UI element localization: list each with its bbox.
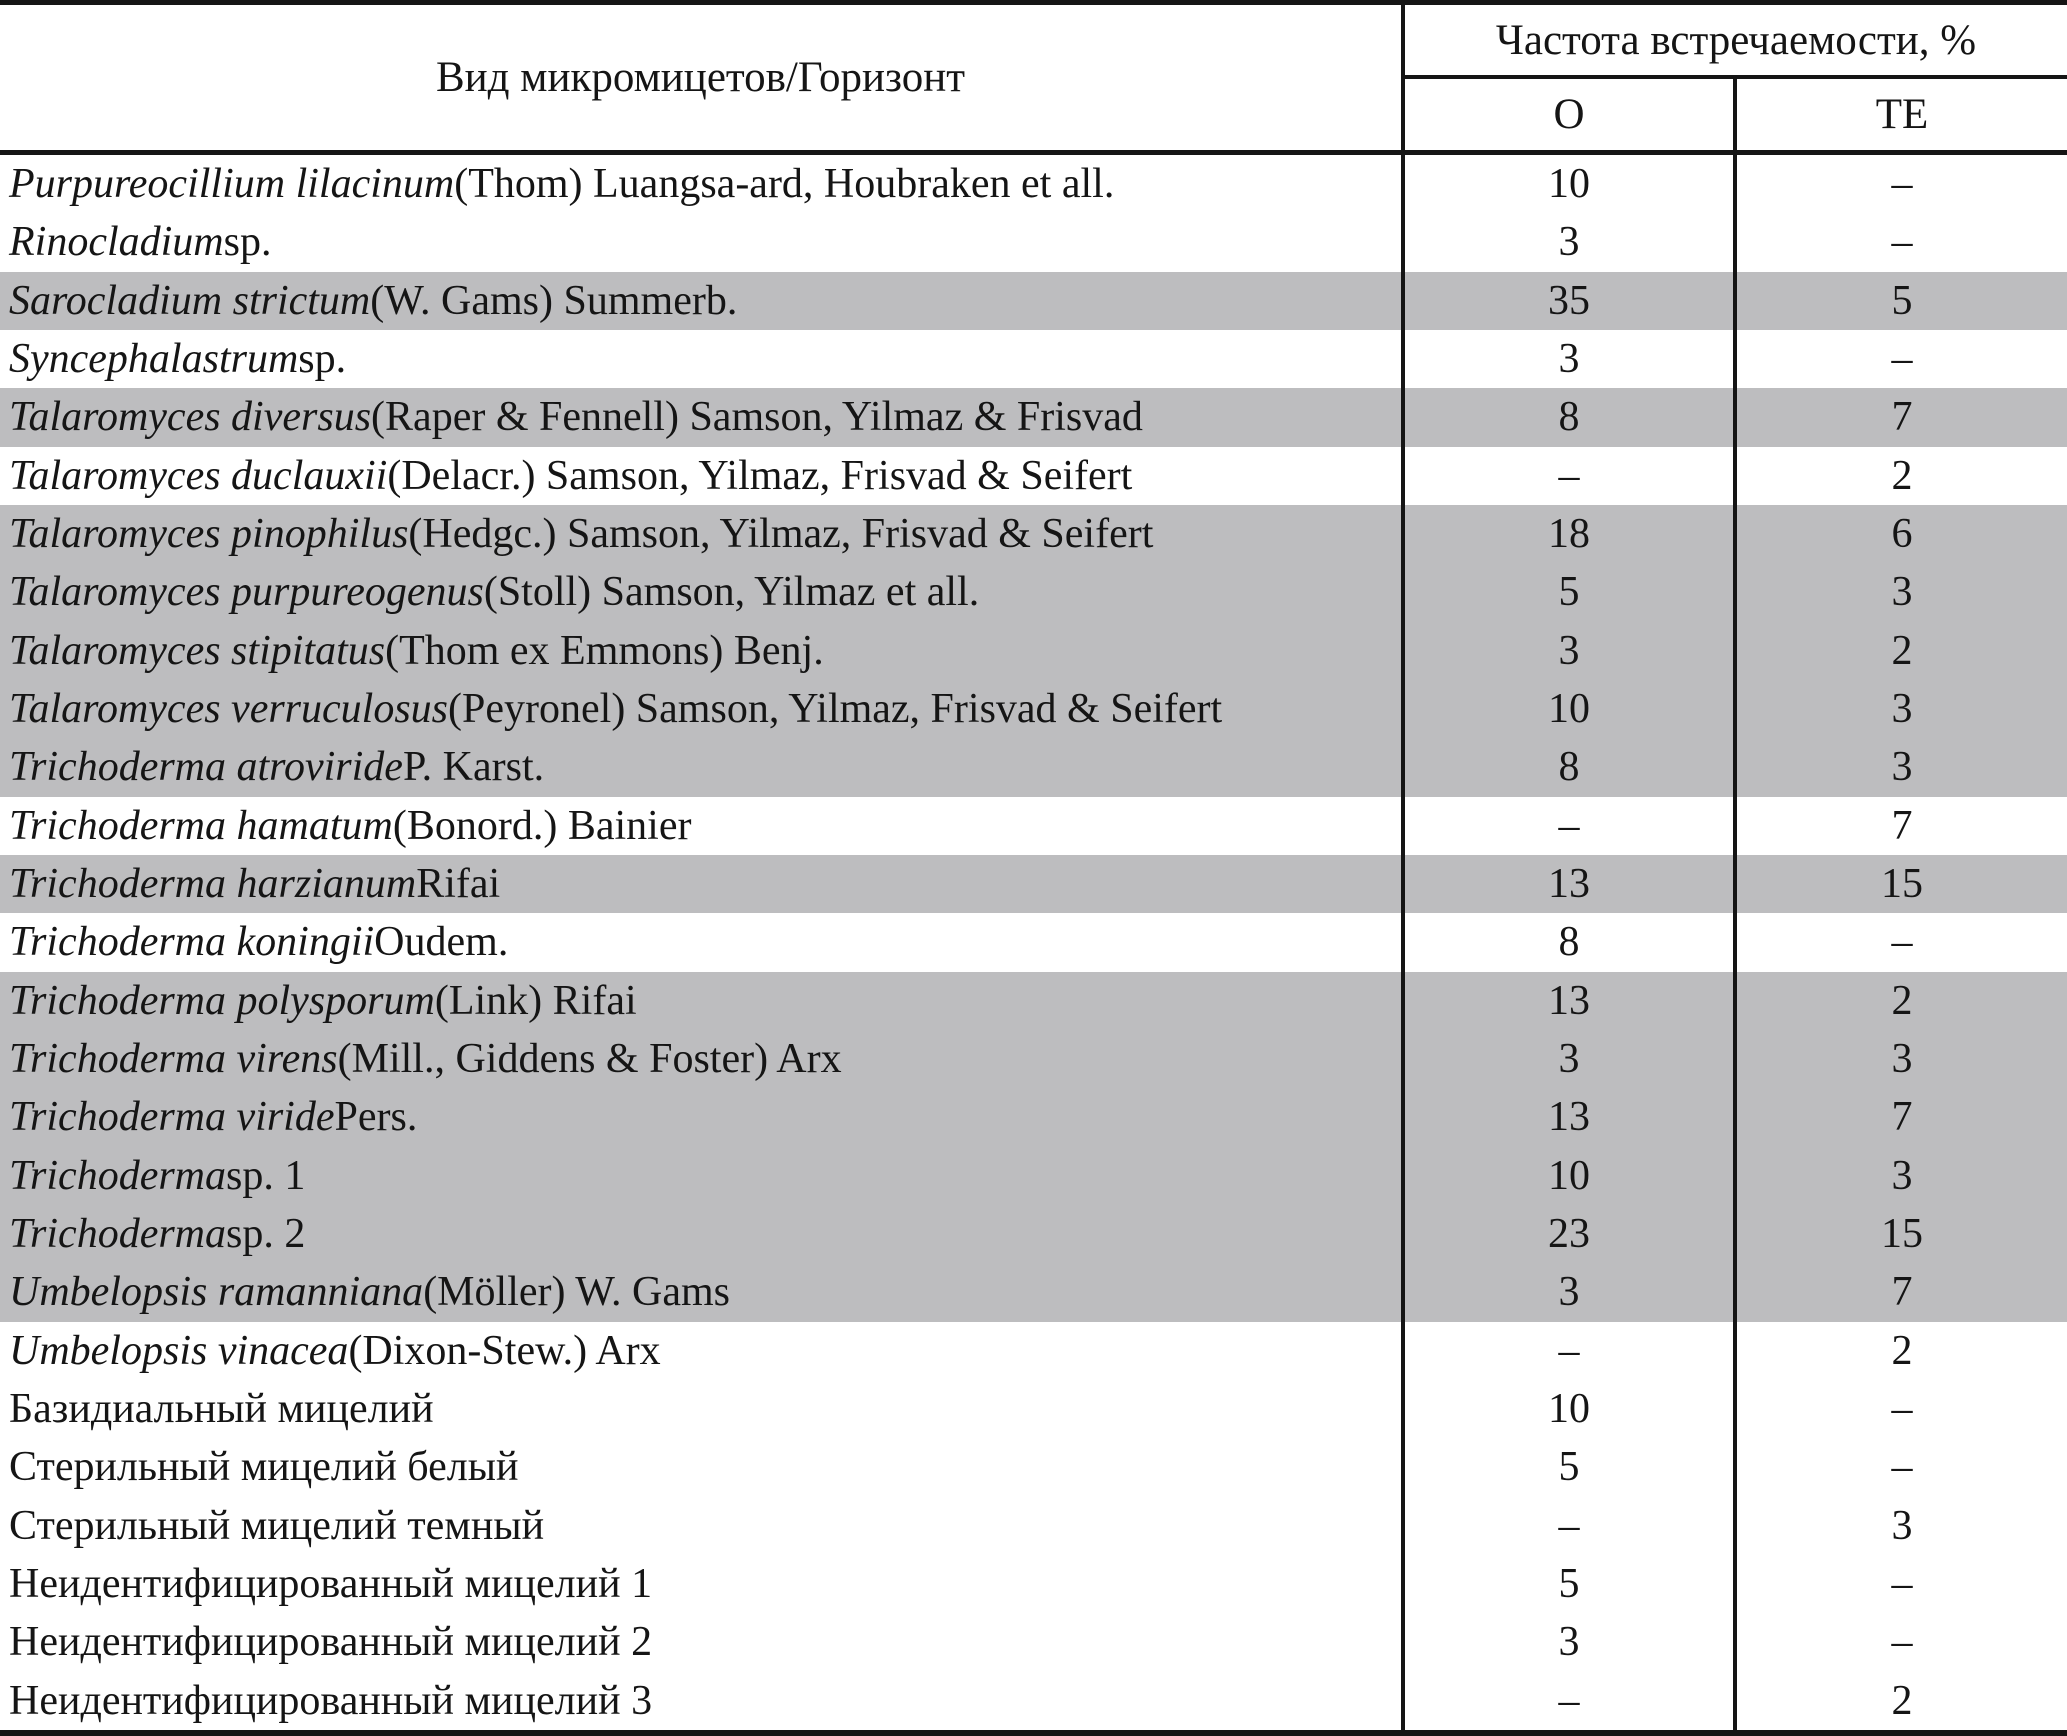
species-name-authority: Pers.: [334, 1094, 418, 1141]
te-frequency-cell: –: [1891, 336, 1913, 383]
table-row: [0, 1497, 2067, 1555]
table-body: [0, 155, 2067, 1730]
species-name-italic: Trichoderma: [9, 1211, 227, 1258]
te-frequency-cell: –: [1891, 161, 1913, 208]
o-frequency-cell: 10: [1405, 680, 1737, 738]
species-name-authority: Неидентифицированный мицелий 3: [9, 1677, 653, 1724]
table-row: [0, 505, 2067, 563]
table-row: [0, 680, 2067, 738]
table-row: [0, 1380, 2067, 1438]
species-name-authority: (Hedgc.) Samson, Yilmaz, Frisvad & Seifert: [408, 511, 1154, 558]
horizon-te-header: [1737, 79, 2067, 150]
species-cell: [0, 330, 1405, 388]
species-name-italic: Talaromyces stipitatus: [9, 627, 386, 674]
table-row: [0, 272, 2067, 330]
species-name-italic: Talaromyces duclauxii: [9, 452, 388, 499]
te-frequency-cell: 2: [1891, 977, 1913, 1024]
te-frequency-cell: 2: [1891, 452, 1913, 499]
te-frequency-cell: 7: [1891, 394, 1913, 441]
species-name-italic: Purpureocillium lilacinum: [9, 161, 455, 208]
o-frequency-cell: 13: [1405, 855, 1737, 913]
table-row: [0, 330, 2067, 388]
te-frequency-cell: 7: [1891, 1094, 1913, 1141]
o-frequency-cell: –: [1405, 1672, 1737, 1730]
species-name-authority: Стерильный мицелий белый: [9, 1444, 519, 1491]
horizon-o-header: [1405, 79, 1737, 150]
species-cell: [0, 1322, 1405, 1380]
table-row: [0, 213, 2067, 271]
o-frequency-cell: 13: [1405, 972, 1737, 1030]
o-frequency-cell: 5: [1405, 1555, 1737, 1613]
te-frequency-cell: 2: [1891, 1327, 1913, 1374]
o-frequency-cell: 3: [1405, 1263, 1737, 1321]
o-frequency-cell: 10: [1405, 1147, 1737, 1205]
species-name-italic: Trichoderma viride: [9, 1094, 335, 1141]
species-name-italic: Rinocladium: [9, 219, 224, 266]
species-name-authority: Oudem.: [374, 919, 509, 966]
o-frequency-cell: 10: [1405, 155, 1737, 213]
species-name-authority: Rifai: [416, 861, 501, 908]
species-name-authority: (Möller) W. Gams: [423, 1269, 730, 1316]
table-row: [0, 972, 2067, 1030]
table-row: [0, 388, 2067, 446]
o-frequency-cell: 10: [1405, 1380, 1737, 1438]
horizon-o-label: О: [1553, 91, 1585, 138]
o-frequency-cell: 3: [1405, 1613, 1737, 1671]
species-cell: [0, 1030, 1405, 1088]
table-row: [0, 1322, 2067, 1380]
species-cell: [0, 738, 1405, 796]
species-name-italic: Syncephalastrum: [9, 336, 299, 383]
species-cell: [0, 505, 1405, 563]
o-frequency-cell: 35: [1405, 272, 1737, 330]
species-name-authority: (Link) Rifai: [434, 977, 637, 1024]
species-name-italic: Trichoderma atroviride: [9, 744, 403, 791]
o-frequency-cell: 5: [1405, 1438, 1737, 1496]
species-name-authority: (W. Gams) Summerb.: [370, 277, 738, 324]
species-cell: [0, 447, 1405, 505]
species-cell: [0, 913, 1405, 971]
te-frequency-cell: –: [1891, 219, 1913, 266]
species-cell: [0, 388, 1405, 446]
species-name-authority: Стерильный мицелий темный: [9, 1502, 545, 1549]
table-row: [0, 855, 2067, 913]
species-name-authority: sp.: [298, 336, 347, 383]
species-name-italic: Trichoderma hamatum: [9, 802, 393, 849]
o-frequency-cell: –: [1405, 447, 1737, 505]
species-name-authority: (Peyronel) Samson, Yilmaz, Frisvad & Seifert: [448, 686, 1223, 733]
species-name-authority: (Bonord.) Bainier: [392, 802, 692, 849]
o-frequency-cell: 18: [1405, 505, 1737, 563]
species-cell: [0, 1380, 1405, 1438]
te-frequency-cell: 5: [1891, 277, 1913, 324]
te-frequency-cell: 3: [1891, 686, 1913, 733]
table-row: [0, 155, 2067, 213]
table-header: [0, 5, 2067, 155]
frequency-subheaders: [1405, 79, 2067, 150]
species-cell: [0, 213, 1405, 271]
species-cell: [0, 1263, 1405, 1321]
species-name-authority: (Raper & Fennell) Samson, Yilmaz & Frisvad: [371, 394, 1143, 441]
table-row: [0, 1088, 2067, 1146]
te-frequency-cell: 3: [1891, 744, 1913, 791]
te-frequency-cell: 15: [1881, 861, 1923, 908]
o-frequency-cell: 3: [1405, 622, 1737, 680]
species-cell: [0, 797, 1405, 855]
o-frequency-cell: 8: [1405, 738, 1737, 796]
table-row: [0, 1205, 2067, 1263]
table-row: [0, 1438, 2067, 1496]
o-frequency-cell: 8: [1405, 913, 1737, 971]
te-frequency-cell: 15: [1881, 1211, 1923, 1258]
te-frequency-cell: 6: [1891, 511, 1913, 558]
o-frequency-cell: 3: [1405, 1030, 1737, 1088]
te-frequency-cell: 3: [1891, 1036, 1913, 1083]
te-frequency-cell: 2: [1891, 627, 1913, 674]
species-cell: [0, 1613, 1405, 1671]
species-cell: [0, 855, 1405, 913]
species-name-italic: Talaromyces diversus: [9, 394, 372, 441]
table-row: [0, 563, 2067, 621]
frequency-title-label: Частота встречаемости, %: [1495, 16, 1977, 64]
te-frequency-cell: 3: [1891, 569, 1913, 616]
species-cell: [0, 680, 1405, 738]
table-row: [0, 1672, 2067, 1730]
o-frequency-cell: –: [1405, 1497, 1737, 1555]
species-name-authority: (Mill., Giddens & Foster) Arx: [337, 1036, 842, 1083]
species-cell: [0, 1555, 1405, 1613]
te-frequency-cell: 3: [1891, 1152, 1913, 1199]
species-cell: [0, 1672, 1405, 1730]
species-cell: [0, 1147, 1405, 1205]
species-cell: [0, 972, 1405, 1030]
species-name-italic: Talaromyces purpureogenus: [9, 569, 484, 616]
species-name-italic: Trichoderma virens: [9, 1036, 338, 1083]
te-frequency-cell: 2: [1891, 1677, 1913, 1724]
table-row: [0, 622, 2067, 680]
table-row: [0, 913, 2067, 971]
species-column-header: [0, 5, 1405, 150]
table-row: [0, 797, 2067, 855]
species-name-italic: Trichoderma polysporum: [9, 977, 435, 1024]
species-name-authority: sp. 2: [226, 1211, 306, 1258]
species-name-authority: (Thom) Luangsa-ard, Houbraken et all.: [454, 161, 1115, 208]
frequency-title: [1405, 5, 2067, 79]
species-name-italic: Umbelopsis vinacea: [9, 1327, 349, 1374]
species-name-italic: Sarocladium strictum: [9, 277, 371, 324]
species-name-authority: (Delacr.) Samson, Yilmaz, Frisvad & Seifert: [387, 452, 1133, 499]
te-frequency-cell: 7: [1891, 802, 1913, 849]
species-name-authority: Базидиальный мицелий: [9, 1386, 434, 1433]
species-cell: [0, 1088, 1405, 1146]
species-name-authority: Неидентифицированный мицелий 2: [9, 1619, 653, 1666]
species-name-authority: Неидентифицированный мицелий 1: [9, 1561, 653, 1608]
species-name-italic: Talaromyces pinophilus: [9, 511, 409, 558]
species-name-authority: (Stoll) Samson, Yilmaz et all.: [483, 569, 980, 616]
species-cell: [0, 563, 1405, 621]
species-name-italic: Trichoderma koningii: [9, 919, 375, 966]
te-frequency-cell: –: [1891, 1444, 1913, 1491]
o-frequency-cell: –: [1405, 1322, 1737, 1380]
table-row: [0, 1555, 2067, 1613]
frequency-header-group: [1405, 5, 2067, 150]
species-cell: [0, 155, 1405, 213]
o-frequency-cell: 13: [1405, 1088, 1737, 1146]
species-name-italic: Trichoderma: [9, 1152, 227, 1199]
table-row: [0, 1263, 2067, 1321]
te-frequency-cell: 7: [1891, 1269, 1913, 1316]
species-cell: [0, 1205, 1405, 1263]
species-name-authority: P. Karst.: [402, 744, 545, 791]
species-cell: [0, 1497, 1405, 1555]
table-row: [0, 1030, 2067, 1088]
te-frequency-cell: –: [1891, 1386, 1913, 1433]
species-cell: [0, 1438, 1405, 1496]
o-frequency-cell: 3: [1405, 213, 1737, 271]
table-row: [0, 1613, 2067, 1671]
o-frequency-cell: –: [1405, 797, 1737, 855]
o-frequency-cell: 23: [1405, 1205, 1737, 1263]
te-frequency-cell: –: [1891, 1619, 1913, 1666]
species-name-authority: sp.: [223, 219, 272, 266]
o-frequency-cell: 8: [1405, 388, 1737, 446]
species-name-authority: (Thom ex Emmons) Benj.: [385, 627, 824, 674]
o-frequency-cell: 5: [1405, 563, 1737, 621]
table-row: [0, 1147, 2067, 1205]
te-frequency-cell: 3: [1891, 1502, 1913, 1549]
horizon-te-label: ТЕ: [1875, 91, 1929, 138]
species-cell: [0, 272, 1405, 330]
species-name-italic: Trichoderma harzianum: [9, 861, 417, 908]
te-frequency-cell: –: [1891, 919, 1913, 966]
species-name-italic: Umbelopsis ramanniana: [9, 1269, 424, 1316]
table-row: [0, 738, 2067, 796]
species-name-italic: Talaromyces verruculosus: [9, 686, 449, 733]
species-name-authority: (Dixon-Stew.) Arx: [348, 1327, 661, 1374]
species-column-header-label: Вид микромицетов/Горизонт: [435, 54, 966, 101]
table-row: [0, 447, 2067, 505]
te-frequency-cell: –: [1891, 1561, 1913, 1608]
species-cell: [0, 622, 1405, 680]
o-frequency-cell: 3: [1405, 330, 1737, 388]
species-name-authority: sp. 1: [226, 1152, 306, 1199]
